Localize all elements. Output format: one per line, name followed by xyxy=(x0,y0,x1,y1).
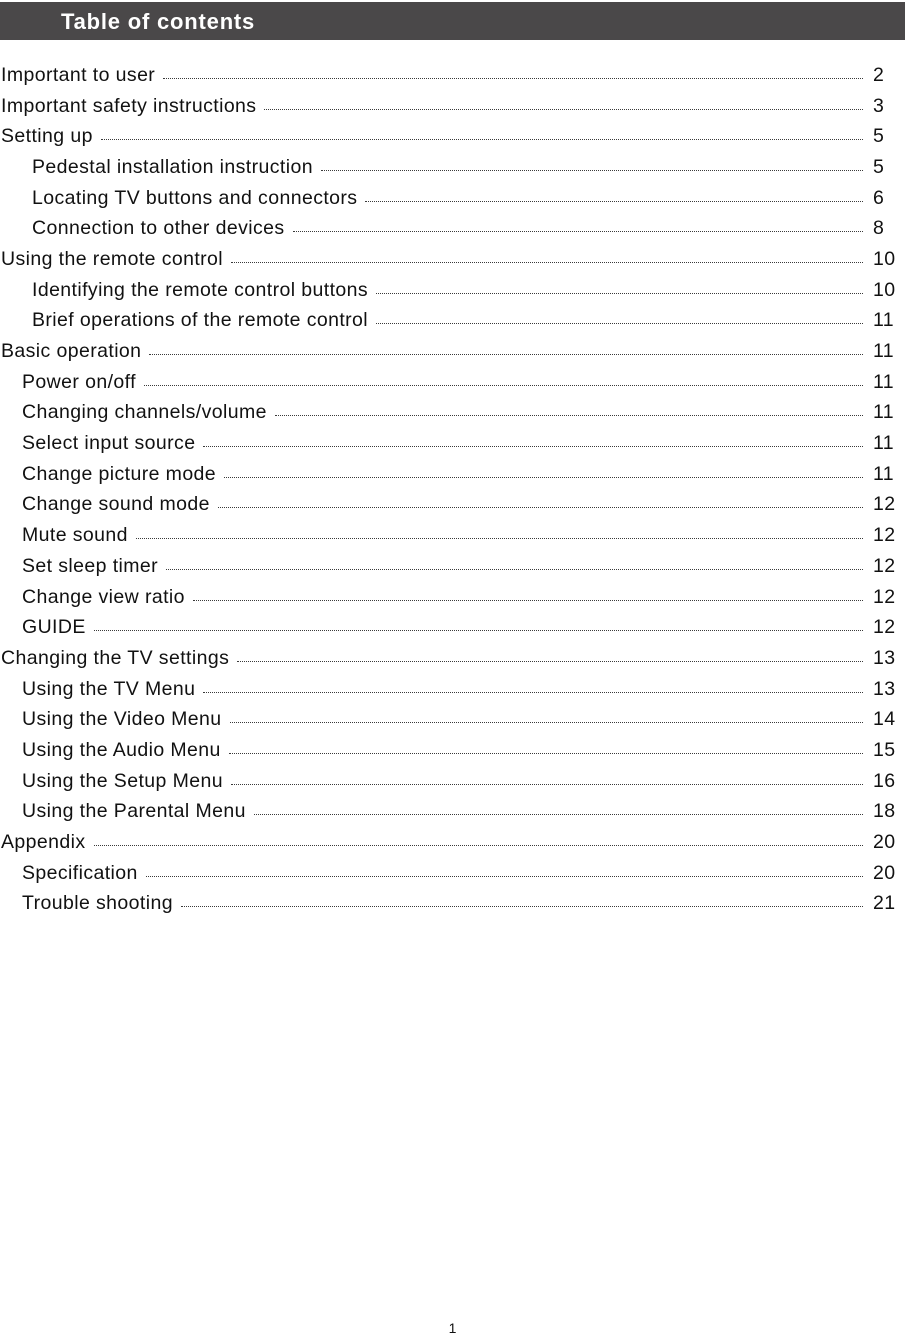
dot-leader xyxy=(224,477,863,478)
toc-entry-label: Using the remote control xyxy=(1,247,224,270)
toc-entry-page-number: 12 xyxy=(873,585,896,608)
dot-leader xyxy=(230,722,863,723)
toc-entry-page-number: 2 xyxy=(873,63,885,86)
toc-entry-page-number: 13 xyxy=(873,646,896,669)
toc-entry-page-number: 11 xyxy=(873,462,895,485)
toc-entry-label: Set sleep timer xyxy=(22,554,159,577)
toc-entry-page-number: 12 xyxy=(873,554,896,577)
dot-leader xyxy=(293,231,863,232)
dot-leader xyxy=(144,385,863,386)
toc-entry-label: Connection to other devices xyxy=(32,217,285,240)
toc-entry-label: Using the Setup Menu xyxy=(22,769,223,792)
toc-entry[interactable] xyxy=(0,336,905,367)
dot-leader xyxy=(166,569,863,570)
toc-entry-page-number: 14 xyxy=(873,708,896,731)
dot-leader xyxy=(163,78,863,79)
toc-entry-page-number: 5 xyxy=(873,125,885,148)
toc-entry-page-number: 11 xyxy=(873,370,895,393)
dot-leader xyxy=(181,906,863,907)
dot-leader xyxy=(254,814,863,815)
toc-entry-label: Trouble shooting xyxy=(22,892,173,915)
toc-entry-page-number: 5 xyxy=(873,155,885,178)
toc-entry[interactable] xyxy=(0,306,905,337)
dot-leader xyxy=(94,845,863,846)
dot-leader xyxy=(229,753,863,754)
page-number: 1 xyxy=(448,1320,457,1336)
toc-entry-label: Select input source xyxy=(22,432,196,455)
toc-entry-page-number: 10 xyxy=(873,278,896,301)
toc-entry-label: Using the Parental Menu xyxy=(22,800,246,823)
toc-entry[interactable] xyxy=(0,643,905,674)
toc-entry-label: Using the Video Menu xyxy=(22,708,222,731)
dot-leader xyxy=(218,507,863,508)
dot-leader xyxy=(203,446,863,447)
dot-leader xyxy=(136,538,863,539)
dot-leader xyxy=(203,692,863,693)
toc-entry[interactable] xyxy=(0,91,905,122)
dot-leader xyxy=(149,354,863,355)
dot-leader xyxy=(365,201,863,202)
toc-entry[interactable] xyxy=(0,213,905,244)
toc-entry-label: Locating TV buttons and connectors xyxy=(32,186,358,209)
dot-leader xyxy=(237,661,863,662)
toc-entry[interactable] xyxy=(0,398,905,429)
toc-entry[interactable] xyxy=(0,612,905,643)
toc-entry-page-number: 15 xyxy=(873,738,896,761)
dot-leader xyxy=(376,293,863,294)
toc-entry-page-number: 16 xyxy=(873,769,896,792)
toc-entry[interactable] xyxy=(0,766,905,797)
toc-entry-label: Pedestal installation instruction xyxy=(32,155,313,178)
toc-entry-label: Change sound mode xyxy=(22,493,210,516)
toc-entry-page-number: 11 xyxy=(873,309,895,332)
toc-entry-page-number: 12 xyxy=(873,493,896,516)
toc-entry[interactable] xyxy=(0,674,905,705)
toc-entry-page-number: 20 xyxy=(873,831,896,854)
dot-leader xyxy=(94,630,863,631)
toc-entry[interactable] xyxy=(0,60,905,91)
toc-entry[interactable] xyxy=(0,551,905,582)
dot-leader xyxy=(321,170,863,171)
toc-entry-page-number: 11 xyxy=(873,401,895,424)
toc-entry[interactable] xyxy=(0,183,905,214)
toc-entry[interactable] xyxy=(0,275,905,306)
dot-leader xyxy=(193,600,863,601)
toc-entry[interactable] xyxy=(0,520,905,551)
toc-entry-label: Change picture mode xyxy=(22,462,217,485)
toc-entry-label: Power on/off xyxy=(22,370,136,393)
toc-entry-label: Appendix xyxy=(1,831,86,854)
toc-entry[interactable] xyxy=(0,152,905,183)
toc-entry[interactable] xyxy=(0,827,905,858)
toc-entry-page-number: 20 xyxy=(873,861,896,884)
toc-entry-label: Using the TV Menu xyxy=(22,677,196,700)
toc-entry-page-number: 6 xyxy=(873,186,885,209)
toc-entry-label: Change view ratio xyxy=(22,585,185,608)
table-of-contents-list xyxy=(0,60,905,919)
toc-entry-label: GUIDE xyxy=(22,616,86,639)
toc-entry-label: Identifying the remote control buttons xyxy=(32,278,369,301)
toc-entry-label: Important to user xyxy=(1,63,156,86)
toc-entry-page-number: 12 xyxy=(873,524,896,547)
page-title: Table of contents xyxy=(61,9,256,34)
toc-entry-page-number: 10 xyxy=(873,247,896,270)
toc-entry[interactable] xyxy=(0,858,905,889)
toc-entry-label: Changing the TV settings xyxy=(1,646,230,669)
toc-entry[interactable] xyxy=(0,735,905,766)
dot-leader xyxy=(231,784,863,785)
toc-entry-label: Using the Audio Menu xyxy=(22,738,221,761)
toc-entry[interactable] xyxy=(0,889,905,920)
dot-leader xyxy=(231,262,863,263)
header-bar xyxy=(0,2,905,40)
toc-entry[interactable] xyxy=(0,490,905,521)
toc-entry[interactable] xyxy=(0,121,905,152)
dot-leader xyxy=(101,139,863,140)
toc-entry[interactable] xyxy=(0,244,905,275)
toc-entry[interactable] xyxy=(0,797,905,828)
toc-entry-label: Basic operation xyxy=(1,340,142,363)
toc-entry-label: Specification xyxy=(22,861,138,884)
toc-entry-label: Mute sound xyxy=(22,524,128,547)
toc-entry-label: Brief operations of the remote control xyxy=(32,309,369,332)
toc-entry-page-number: 8 xyxy=(873,217,885,240)
toc-entry-page-number: 11 xyxy=(873,340,895,363)
toc-entry-page-number: 13 xyxy=(873,677,896,700)
toc-entry-label: Important safety instructions xyxy=(1,94,257,117)
toc-entry-page-number: 18 xyxy=(873,800,896,823)
toc-entry[interactable] xyxy=(0,428,905,459)
toc-entry-page-number: 21 xyxy=(873,892,896,915)
toc-entry-label: Changing channels/volume xyxy=(22,401,267,424)
dot-leader xyxy=(264,109,863,110)
dot-leader xyxy=(275,415,863,416)
dot-leader xyxy=(376,323,863,324)
toc-entry[interactable] xyxy=(0,459,905,490)
toc-entry[interactable] xyxy=(0,704,905,735)
toc-entry-page-number: 12 xyxy=(873,616,896,639)
toc-entry-page-number: 3 xyxy=(873,94,885,117)
toc-entry[interactable] xyxy=(0,582,905,613)
toc-entry-page-number: 11 xyxy=(873,432,895,455)
toc-entry-label: Setting up xyxy=(1,125,93,148)
dot-leader xyxy=(146,876,863,877)
toc-entry[interactable] xyxy=(0,367,905,398)
